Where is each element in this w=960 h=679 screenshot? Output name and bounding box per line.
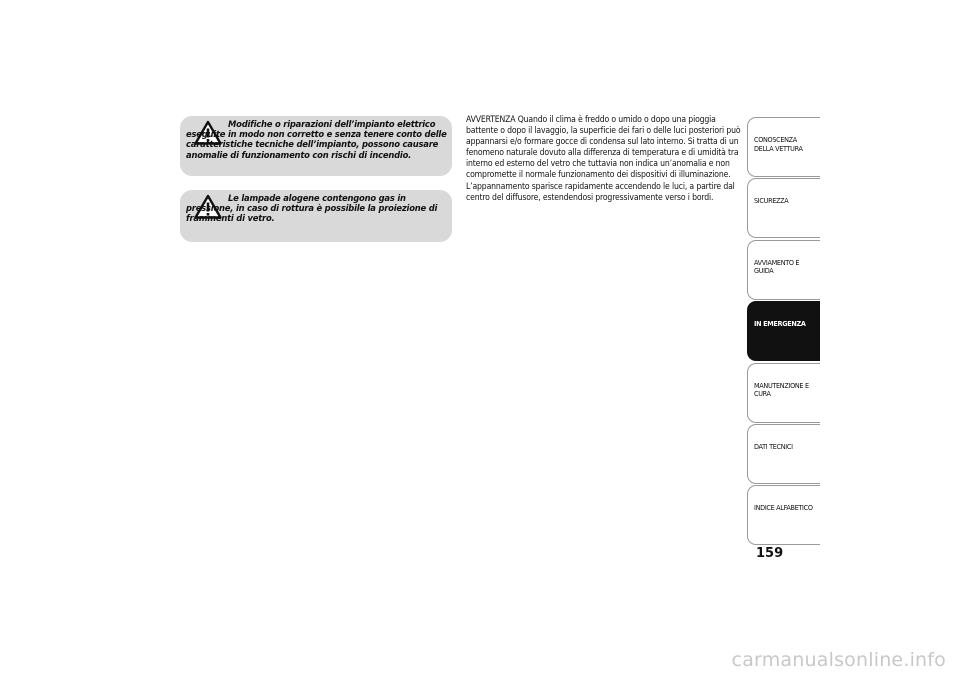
nav-tab-label: GUIDA: [754, 266, 774, 276]
warning-box-halogen: [180, 190, 452, 242]
nav-tab-label: INDICE ALFABETICO: [754, 503, 813, 513]
warning-text: Modifiche o riparazioni dell’impianto elettrico eseguite in modo non corretto e senza tenere conto delle caratteristiche tecniche dell’impianto, possono causare anomalie di funzionamento con rischi di incendio.: [186, 119, 447, 160]
nav-tab-label: MANUTENZIONE E: [754, 380, 809, 390]
nav-tab-label: DATI TECNICI: [754, 441, 793, 451]
nav-tab-conoscenza[interactable]: [747, 117, 820, 177]
nav-tab-manutenzione[interactable]: [747, 363, 820, 423]
nav-tab-in-emergenza[interactable]: [747, 301, 820, 361]
nav-tab-label: AVVIAMENTO E: [754, 257, 800, 267]
nav-tab-label: SICUREZZA: [754, 196, 789, 206]
page-number: 159: [756, 546, 784, 561]
nav-tab-label: IN EMERGENZA: [754, 319, 806, 329]
nav-tab-label: CONOSCENZA: [754, 135, 797, 144]
chapter-nav: [747, 117, 820, 547]
nav-tab-label: CURA: [754, 389, 771, 399]
warning-box-electrical: [180, 116, 452, 176]
nav-tab-dati-tecnici[interactable]: [747, 424, 820, 484]
nav-tab-label: DELLA VETTURA: [754, 143, 803, 153]
watermark: carmanualsonline.info: [731, 649, 946, 671]
note-avvertenza: AVVERTENZA Quando il clima è freddo o umido o dopo una pioggia battente o dopo il lavaggio, la superficie dei fari o delle luci posteriori può appannarsi e/o formare gocce di condensa sul lato interno. Si tratta di un fenomeno naturale dovuto alla differenza di temperatura e di umidità tra interno ed esterno del vetro che tuttavia non indica un’anomalia e non compromette il normale funzionamento dei dispositivi di illuminazione. L’appannamento sparisce rapidamente accendendo le luci, a partire dal centro del diffusore, estendendosi progressivamente verso i bordi.: [466, 115, 741, 203]
nav-tab-indice[interactable]: [747, 485, 820, 545]
nav-tab-avviamento[interactable]: [747, 240, 820, 300]
nav-tab-sicurezza[interactable]: [747, 178, 820, 238]
warning-text: Le lampade alogene contengono gas in pressione, in caso di rottura è possibile la proiezione di frammenti di vetro.: [186, 193, 438, 224]
